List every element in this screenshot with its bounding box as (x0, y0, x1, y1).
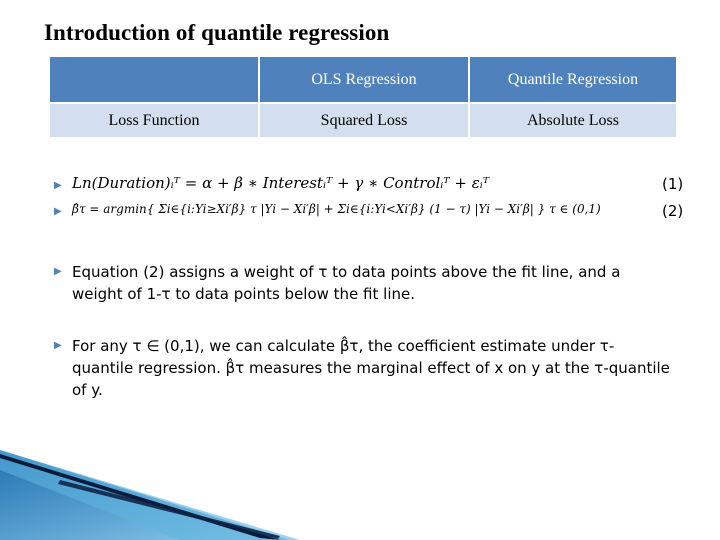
comparison-table (48, 55, 678, 139)
table-header-cell: Quantile Regression (469, 56, 677, 103)
triangle-right-icon: ▶ (54, 340, 62, 351)
corner-decoration (0, 440, 300, 540)
equation-1-number: (1) (662, 175, 684, 193)
table-cell: Absolute Loss (469, 103, 677, 138)
table-cell: Loss Function (49, 103, 259, 138)
table-cell: Squared Loss (259, 103, 469, 138)
triangle-right-icon: ▶ (54, 180, 62, 191)
equation-2: β̂τ = argmin{ Σi∈{i:Yi≥Xi′β} τ |Yi − Xi′β| + Σi∈{i:Yi<Xi′β} (1 − τ) |Yi − Xi′β| } τ ∈ (0,1) (72, 202, 601, 216)
table-header-row (49, 56, 677, 103)
bullet-text: For any τ ∈ (0,1), we can calculate β̂τ, the coefficient estimate under τ-quantile regression. β̂τ measures the marginal effect of x on y at the τ-quantile of y. (72, 337, 670, 399)
equation-2-number: (2) (662, 202, 684, 220)
slide-title: Introduction of quantile regression (44, 20, 390, 45)
table-row (49, 103, 677, 138)
table-header-cell: OLS Regression (259, 56, 469, 103)
triangle-right-icon: ▶ (54, 206, 62, 217)
triangle-right-icon: ▶ (54, 266, 62, 277)
equation-1: Ln(Duration)ᵢᵀ = α + β ∗ Interestᵢᵀ + γ ∗ Controlᵢᵀ + εᵢᵀ (72, 174, 490, 192)
table-header-cell (49, 56, 259, 103)
bullet-text: Equation (2) assigns a weight of τ to data points above the fit line, and a weight of 1-τ to data points below the fit line. (72, 263, 621, 303)
